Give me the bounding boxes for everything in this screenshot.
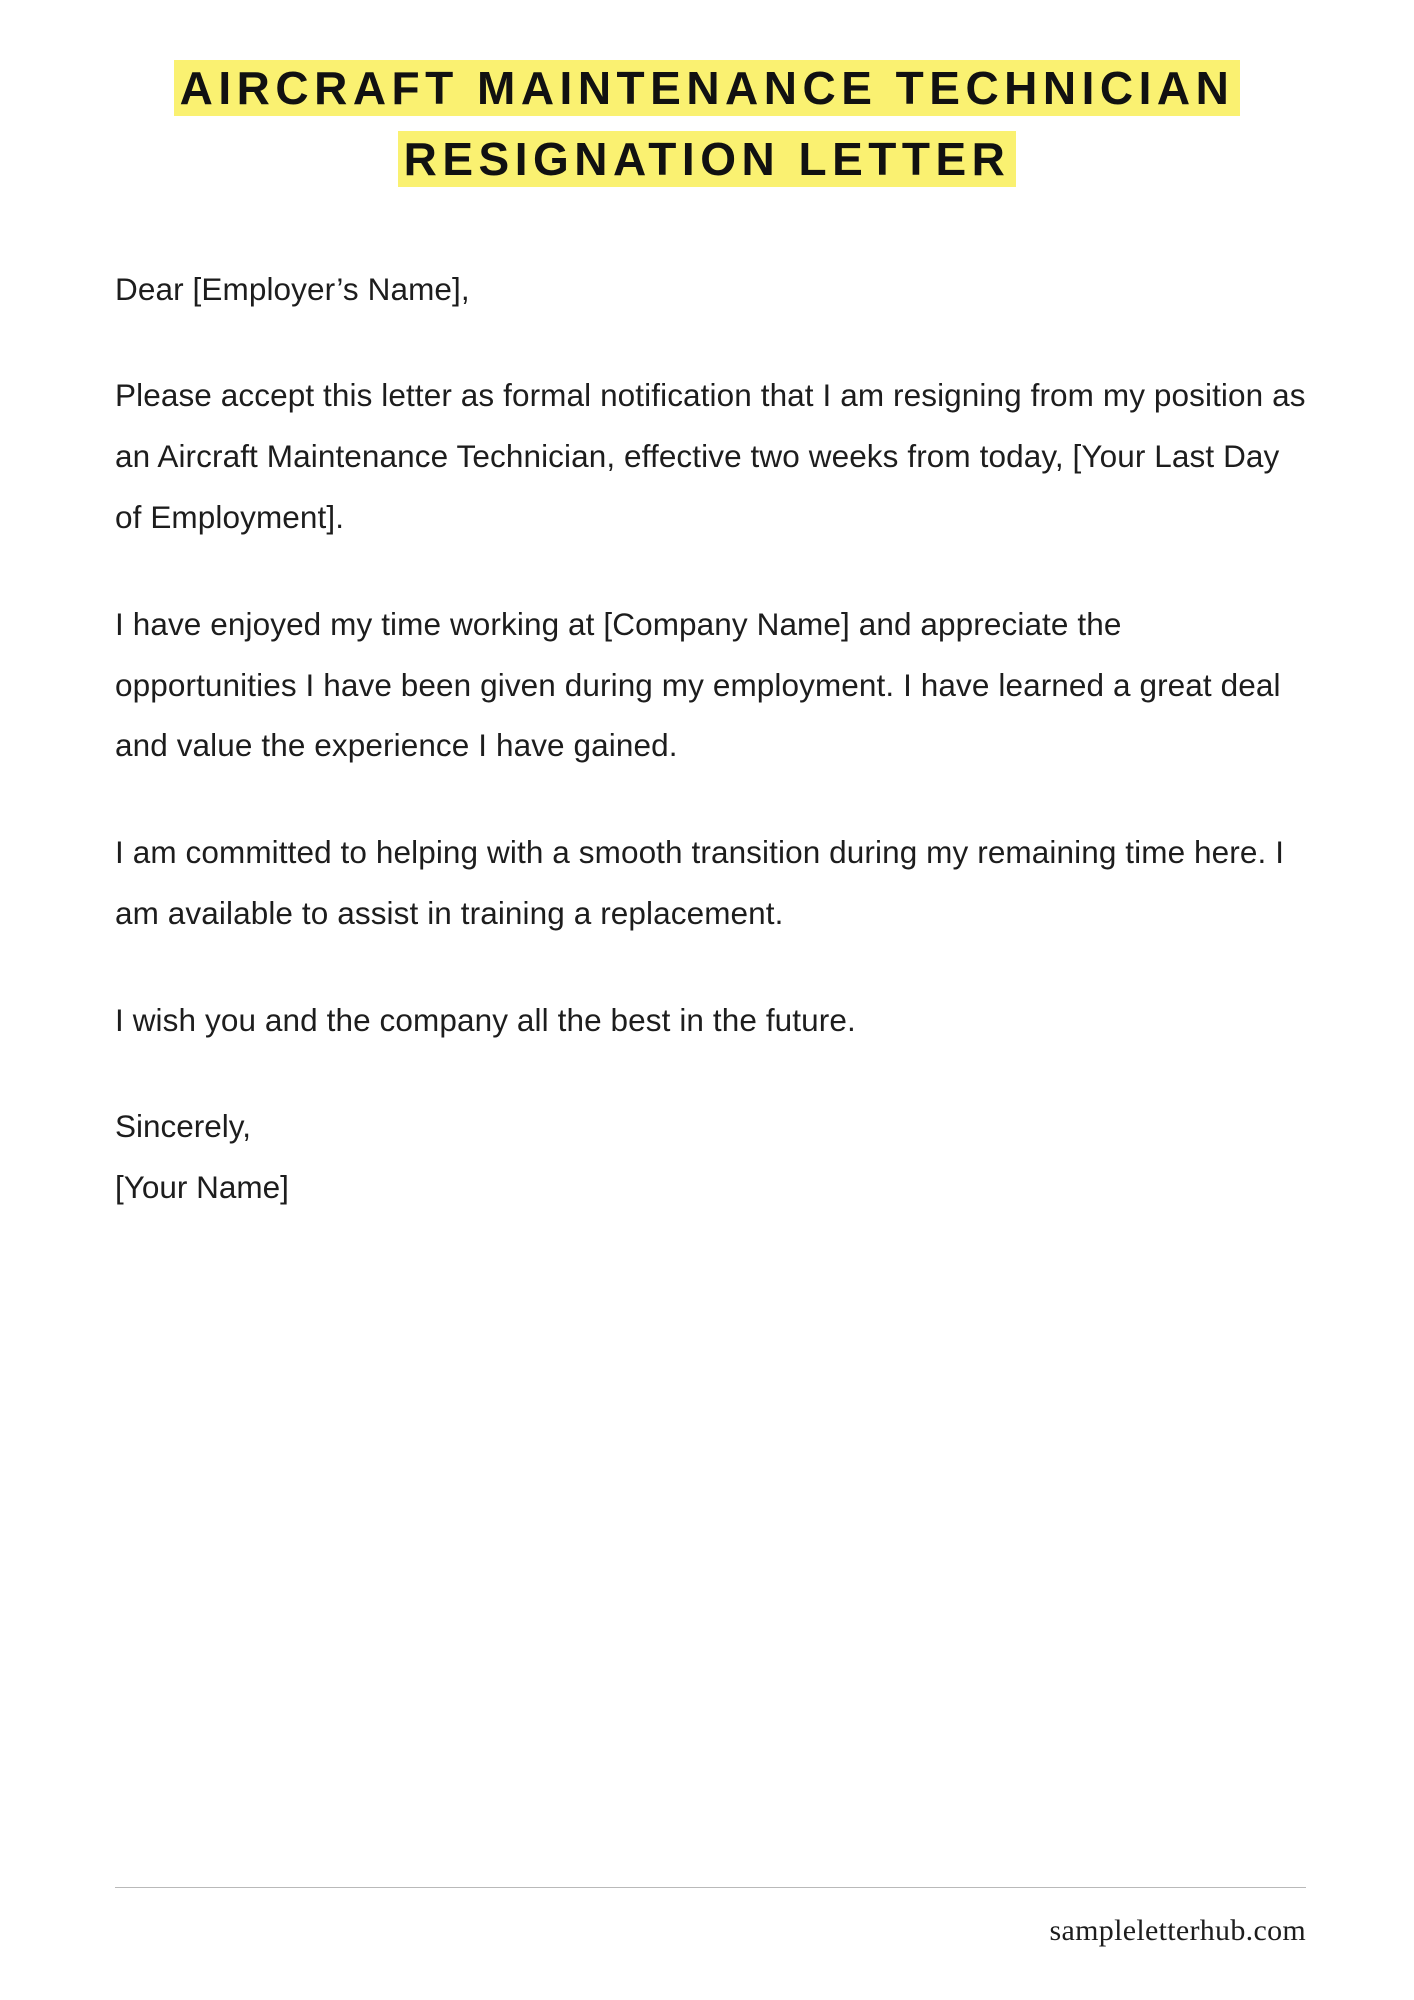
footer (115, 1887, 1306, 1948)
title-line-2 (0, 127, 1414, 192)
title-line-1-text: AIRCRAFT MAINTENANCE TECHNICIAN (174, 60, 1241, 116)
signature-name: [Your Name] (115, 1169, 289, 1206)
paragraph-3: I am committed to helping with a smooth transition during my remaining time here. I am available to assist in training a replacement. (115, 834, 1285, 931)
footer-divider (115, 1887, 1306, 1888)
signature-block (115, 1096, 1306, 1218)
paragraph-4: I wish you and the company all the best in the future. (115, 1001, 856, 1038)
title-line-2-text: RESIGNATION LETTER (398, 131, 1017, 187)
title-line-1 (0, 56, 1414, 121)
paragraph-1: Please accept this letter as formal notification that I am resigning from my position as an Aircraft Maintenance Technician, effective two weeks from today, [Your Last Day of Employment]. (115, 377, 1306, 535)
page-title (0, 0, 1414, 193)
letter-body (0, 193, 1414, 1218)
paragraph-2: I have enjoyed my time working at [Company Name] and appreciate the opportunities I have been given during my employment. I have learned a great deal and value the experience I have gained. (115, 605, 1281, 764)
footer-website: sampleletterhub.com (1049, 1914, 1306, 1947)
closing: Sincerely, (115, 1108, 251, 1145)
salutation: Dear [Employer’s Name], (115, 270, 470, 307)
